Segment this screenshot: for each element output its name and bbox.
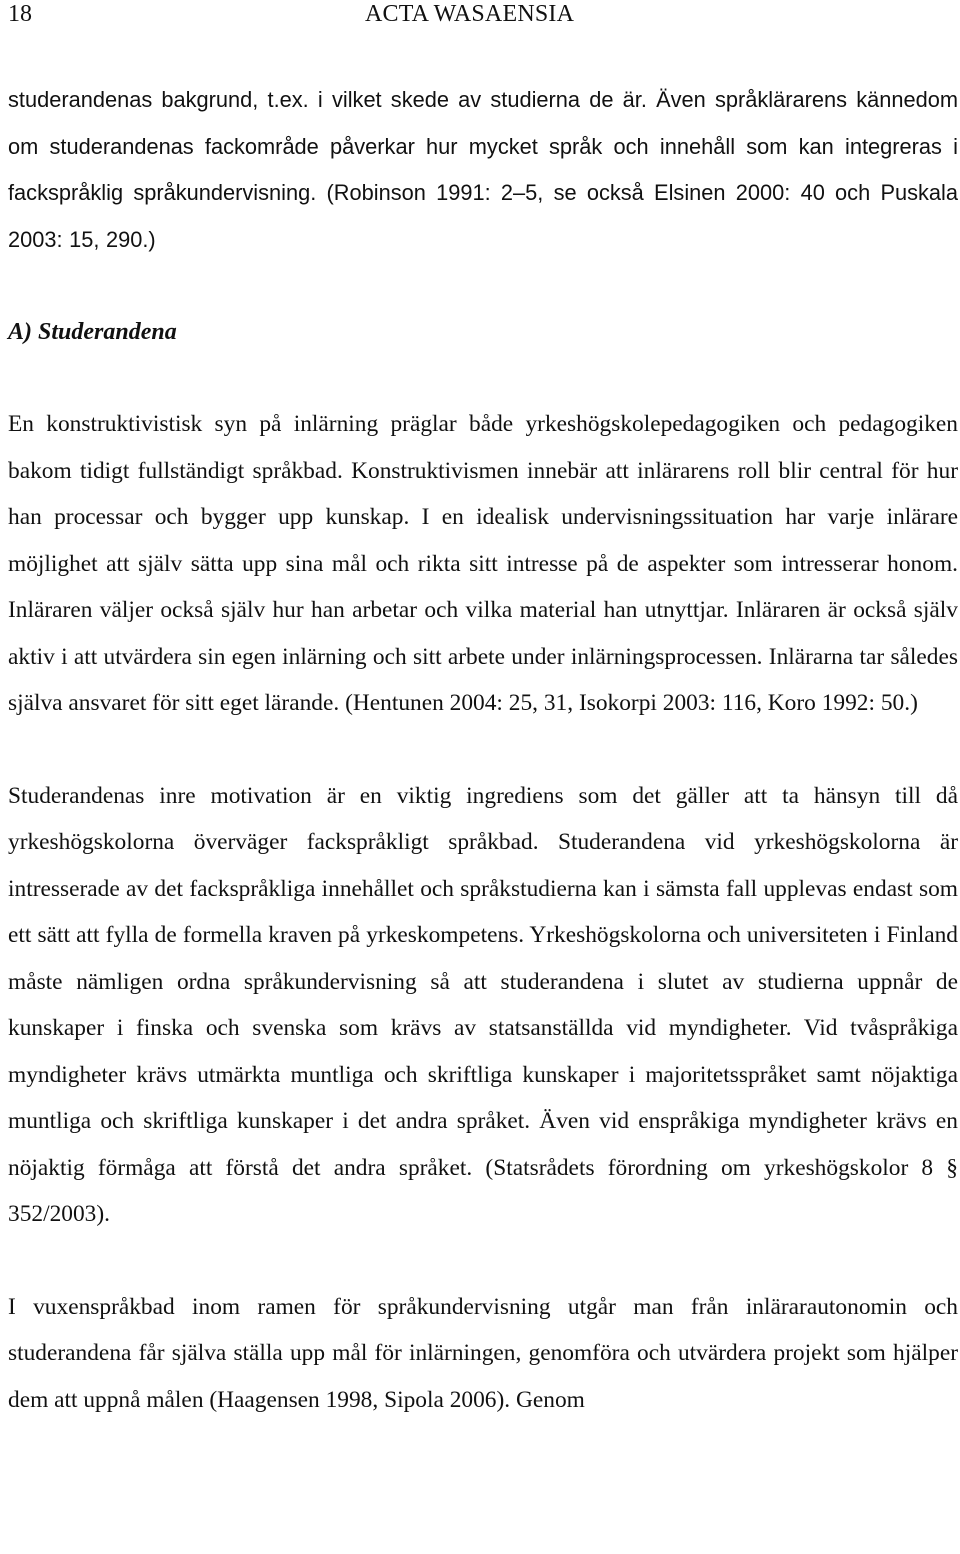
- paragraph-1: studerandenas bakgrund, t.ex. i vilket skede av studierna de är. Även språklärarens kännedom om studerandenas fackområde påverkar hur mycket språk och innehåll som kan integreras i fackspråklig språkundervisning. (Robinson 1991: 2–5, se också Elsinen 2000: 40 och Puskala 2003: 15, 290.): [8, 87, 958, 252]
- document-page: [8, 0, 958, 1423]
- page-header: [8, 0, 958, 46]
- running-head: ACTA WASAENSIA: [365, 1, 575, 27]
- section-heading: A) Studerandena: [8, 319, 177, 345]
- page-number: 18: [8, 1, 32, 27]
- paragraph-4: I vuxenspråkbad inom ramen för språkundervisning utgår man från inlärarautonomin och studerandena får själva ställa upp mål för inlärningen, genomföra och utvärdera projekt som hjälper dem att uppnå målen (Haagensen 1998, Sipola 2006). Genom: [8, 1293, 958, 1413]
- paragraph-3: Studerandenas inre motivation är en viktig ingrediens som det gäller att ta hänsyn till då yrkeshögskolorna överväger fackspråkligt språkbad. Studerandena vid yrkeshögskolorna är intresserade av det fackspråkliga innehållet och språkstudierna kan i sämsta fall upplevas endast som ett sätt att fylla de formella kraven på yrkeskompetens. Yrkeshögskolorna och universiteten i Finland måste nämligen ordna språkundervisning så att studerandena i slutet av studierna uppnår de kunskaper i finska och svenska som krävs av statsanställda vid myndigheter. Vid tvåspråkiga myndigheter krävs utmärkta muntliga och skriftliga kunskaper i majoritetsspråket samt nöjaktiga muntliga och skriftliga kunskaper i det andra språket. Även vid enspråkiga myndigheter krävs en nöjaktig förmåga att förstå det andra språket. (Statsrådets förordning om yrkeshögskolor 8 § 352/2003).: [8, 782, 958, 1227]
- paragraph-2: En konstruktivistisk syn på inlärning präglar både yrkeshögskolepedagogiken och pedagogiken bakom tidigt fullständigt språkbad. Konstruktivismen innebär att inlärarens roll blir central för hur han processar och bygger upp kunskap. I en idealisk undervisningssituation har varje inlärare möjlighet att själv sätta upp sina mål och rikta sitt intresse på de aspekter som intresserar honom. Inläraren väljer också själv hur han arbetar och vilka material han utnyttjar. Inläraren är också själv aktiv i att utvärdera sin egen inlärning och sitt arbete under inlärningsprocessen. Inlärarna tar således själva ansvaret för sitt eget lärande. (Hentunen 2004: 25, 31, Isokorpi 2003: 116, Koro 1992: 50.): [8, 411, 958, 716]
